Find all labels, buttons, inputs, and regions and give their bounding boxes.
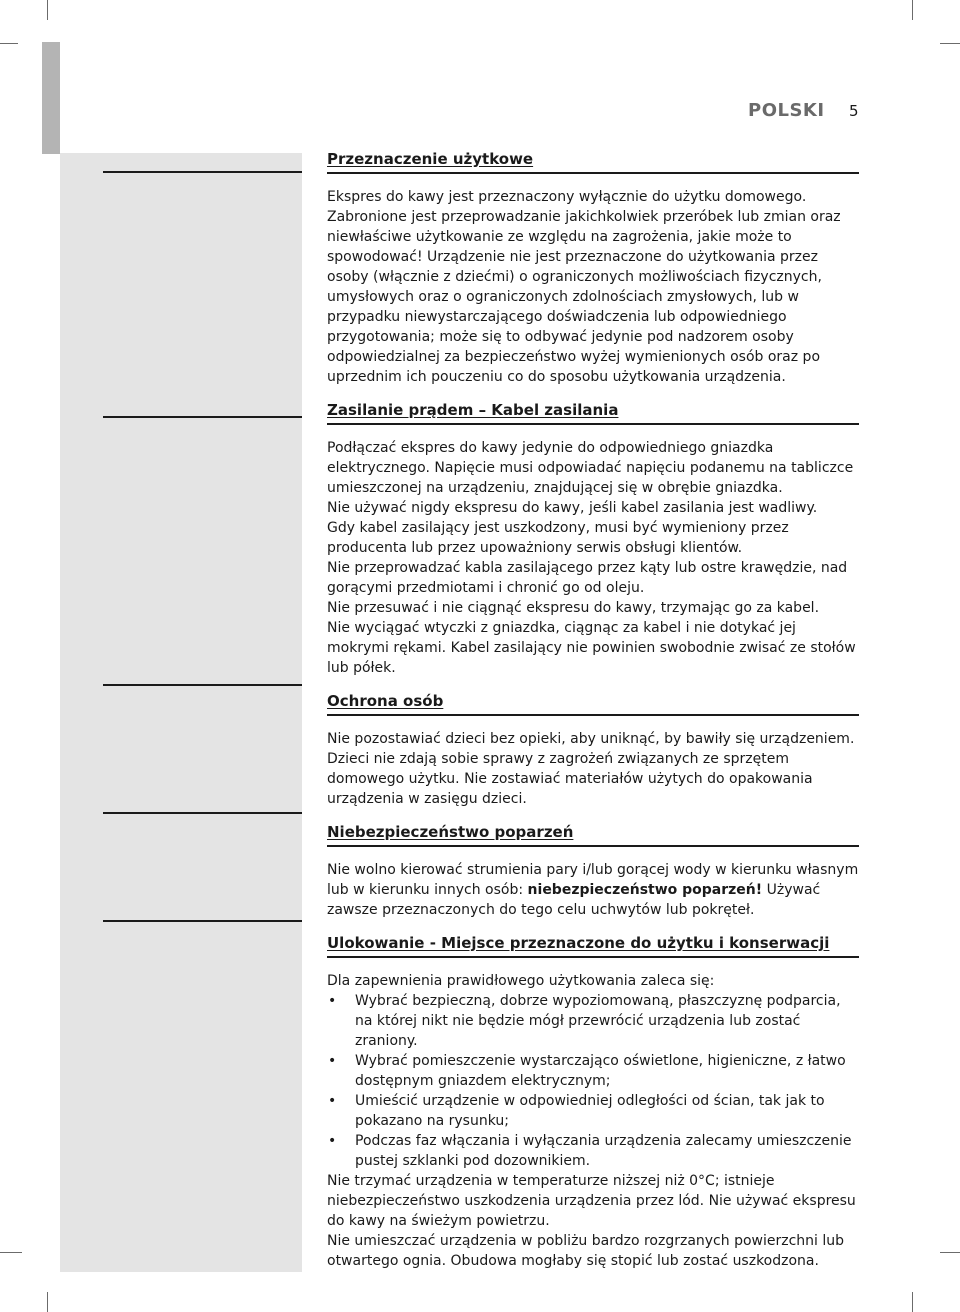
paragraph: Nie używać nigdy ekspresu do kawy, jeśli kabel zasilania jest wadliwy.: [327, 500, 818, 516]
crop-mark: [0, 43, 18, 44]
section-tab-bar: [42, 42, 60, 154]
paragraph: Nie pozostawiać dzieci bez opieki, aby uniknąć, by bawiły się urządzeniem. Dzieci nie zdają sobie sprawy z zagrożeń związanych ze sprzętem domowego użytku. Nie zostawiać materiałów użytych do opakowania urządzenia w zasięgu dzieci.: [327, 731, 855, 807]
paragraph: Podłączać ekspres do kawy jedynie do odpowiedniego gniazdka elektrycznego. Napięcie musi odpowiadać napięciu podanemu na tabliczce umieszczonej na urządzeniu, znajdującej się w obrębie gniazdka.: [327, 440, 854, 496]
section-title: Przeznaczenie użytkowe: [327, 150, 859, 174]
crop-mark: [47, 0, 48, 20]
crop-mark: [940, 43, 960, 44]
list-item: • Umieścić urządzenie w odpowiedniej odległości od ścian, tak jak to pokazano na rysunku;: [327, 1091, 859, 1131]
section-intended-use: [327, 150, 859, 387]
page-number: 5: [849, 102, 859, 120]
margin-rule: [103, 684, 302, 686]
section-title: Ulokowanie - Miejsce przeznaczone do użytku i konserwacji: [327, 934, 859, 958]
text-run: Używać zawsze przeznaczonych do tego celu uchwytów lub pokręteł.: [327, 882, 821, 918]
paragraph: Nie przesuwać i nie ciągnąć ekspresu do kawy, trzymając go za kabel.: [327, 600, 820, 616]
section-title: Niebezpieczeństwo poparzeń: [327, 823, 859, 847]
crop-mark: [47, 1292, 48, 1312]
list-item: • Wybrać bezpieczną, dobrze wypoziomowaną, płaszczyznę podparcia, na której nikt nie będzie mógł przewrócić urządzenia lub zostać zraniony.: [327, 991, 859, 1051]
margin-rule: [103, 416, 302, 418]
crop-mark: [912, 1292, 913, 1312]
list-item: • Wybrać pomieszczenie wystarczająco oświetlone, higieniczne, z łatwo dostępnym gniazdem elektrycznym;: [327, 1051, 859, 1091]
language-label: POLSKI: [748, 100, 825, 121]
paragraph: Nie umieszczać urządzenia w pobliżu bardzo rozgrzanych powierzchni lub otwartego ognia. Obudowa mogłaby się stopić lub zostać uszkodzona.: [327, 1233, 845, 1269]
paragraph: Nie przeprowadzać kabla zasilającego przez kąty lub ostre krawędzie, nad gorącymi przedmiotami i chronić go od oleju.: [327, 560, 848, 596]
margin-rule: [103, 920, 302, 922]
margin-rule: [103, 812, 302, 814]
paragraph: Dla zapewnienia prawidłowego użytkowania zaleca się:: [327, 973, 715, 989]
section-title: Ochrona osób: [327, 692, 859, 716]
text-run: Nie wolno kierować strumienia pary i/lub gorącej wody w kierunku własnym lub w kierunku innych osób:: [327, 862, 859, 898]
paragraph: Nie trzymać urządzenia w temperaturze niższej niż 0°C; istnieje niebezpieczeństwo uszkodzenia urządzenia przez lód. Nie używać ekspresu do kawy na świeżym powietrzu.: [327, 1173, 856, 1229]
paragraph: Ekspres do kawy jest przeznaczony wyłącznie do użytku domowego. Zabronione jest przeprowadzanie jakichkolwiek przeróbek lub zmian oraz niewłaściwe użytkowanie ze względu na zagrożenia, jakie może to spowodować! Urządzenie nie jest przeznaczone do użytkowania przez osoby (włącznie z dziećmi) o ograniczonych możliwościach fizycznych, umysłowych oraz o ograniczonych zdolnościach zmysłowych, lub w przypadku niewystarczającego doświadczenia lub odpowiedniego przygotowania; może się to odbywać jedynie pod nadzorem osoby odpowiedzialnej za bezpieczeństwo wyżej wymienionych osób oraz po uprzednim ich pouczeniu co do sposobu użytkowania urządzenia.: [327, 189, 841, 385]
paragraph: [327, 860, 859, 920]
list-item: • Podczas faz włączania i wyłączania urządzenia zalecamy umieszczenie pustej szklanki pod dozownikiem.: [327, 1131, 859, 1171]
left-margin-panel: [60, 153, 302, 1272]
section-placement: [327, 934, 859, 1271]
paragraph: Gdy kabel zasilający jest uszkodzony, musi być wymieniony przez producenta lub przez upoważniony serwis obsługi klientów.: [327, 520, 789, 556]
main-content: [327, 150, 859, 1271]
crop-mark: [0, 1252, 22, 1253]
crop-mark: [912, 0, 913, 20]
margin-rule: [103, 171, 302, 173]
section-title: Zasilanie prądem – Kabel zasilania: [327, 401, 859, 425]
crop-mark: [940, 1252, 960, 1253]
paragraph: Nie wyciągać wtyczki z gniazdka, ciągnąc za kabel i nie dotykać jej mokrymi rękami. Kabel zasilający nie powinien swobodnie zwisać ze stołów lub półek.: [327, 620, 856, 676]
bullet-list: [327, 991, 859, 1171]
section-personal-safety: [327, 692, 859, 809]
warning-text: niebezpieczeństwo poparzeń!: [527, 882, 763, 898]
section-burn-hazard: [327, 823, 859, 920]
section-power-supply: [327, 401, 859, 678]
